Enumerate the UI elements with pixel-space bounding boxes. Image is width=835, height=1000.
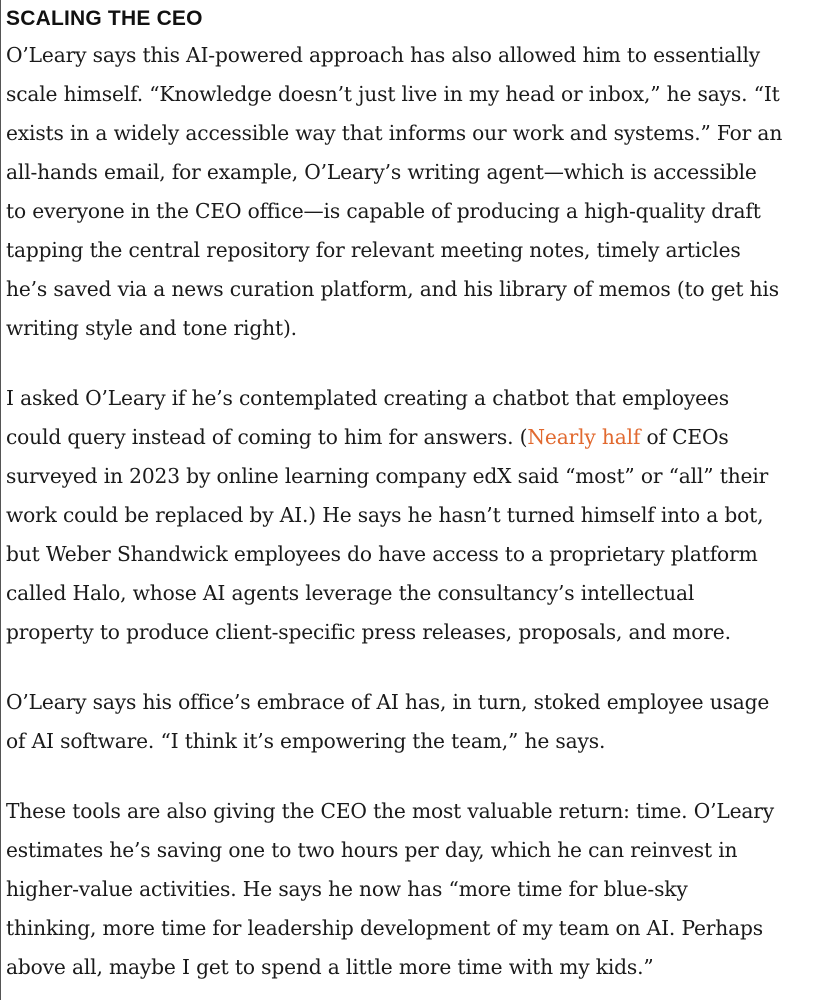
paragraph-line: called Halo, whose AI agents leverage the consultancy’s intellectual <box>6 581 695 605</box>
paragraph-line: he’s saved via a news curation platform, and his library of memos (to get his <box>6 277 779 301</box>
text-segment: could query instead of coming to him for answers. ( <box>6 425 528 449</box>
paragraph-line-with-link <box>6 418 831 457</box>
paragraph-line: above all, maybe I get to spend a little more time with my kids.” <box>6 955 654 979</box>
paragraph-line: These tools are also giving the CEO the most valuable return: time. O’Leary <box>6 799 775 823</box>
paragraph-line: scale himself. “Knowledge doesn’t just live in my head or inbox,” he says. “It <box>6 82 780 106</box>
paragraph-line: property to produce client-specific press releases, proposals, and more. <box>6 620 731 644</box>
paragraph-3 <box>6 683 831 761</box>
paragraph-4 <box>6 792 831 987</box>
paragraph-2 <box>6 379 831 652</box>
paragraph-line: writing style and tone right). <box>6 316 297 340</box>
paragraph-line: thinking, more time for leadership development of my team on AI. Perhaps <box>6 916 764 940</box>
nearly-half-link[interactable]: Nearly half <box>527 425 641 449</box>
paragraph-line: higher-value activities. He says he now has “more time for blue-sky <box>6 877 688 901</box>
section-heading: SCALING THE CEO <box>6 7 203 30</box>
paragraph-line: I asked O’Leary if he’s contemplated creating a chatbot that employees <box>6 386 729 410</box>
paragraph-line: but Weber Shandwick employees do have access to a proprietary platform <box>6 542 758 566</box>
paragraph-line: work could be replaced by AI.) He says he hasn’t turned himself into a bot, <box>6 503 764 527</box>
paragraph-line: estimates he’s saving one to two hours per day, which he can reinvest in <box>6 838 738 862</box>
paragraph-line: O’Leary says this AI-powered approach has also allowed him to essentially <box>6 43 761 67</box>
paragraph-1 <box>6 36 831 348</box>
paragraph-line: surveyed in 2023 by online learning company edX said “most” or “all” their <box>6 464 769 488</box>
paragraph-line: of AI software. “I think it’s empowering the team,” he says. <box>6 729 606 753</box>
text-segment: of CEOs <box>640 425 729 449</box>
paragraph-line: all-hands email, for example, O’Leary’s writing agent—which is accessible <box>6 160 757 184</box>
paragraph-line: O’Leary says his office’s embrace of AI has, in turn, stoked employee usage <box>6 690 770 714</box>
paragraph-line: tapping the central repository for relevant meeting notes, timely articles <box>6 238 741 262</box>
paragraph-line: to everyone in the CEO office—is capable of producing a high-quality draft <box>6 199 761 223</box>
paragraph-line: exists in a widely accessible way that informs our work and systems.” For an <box>6 121 783 145</box>
